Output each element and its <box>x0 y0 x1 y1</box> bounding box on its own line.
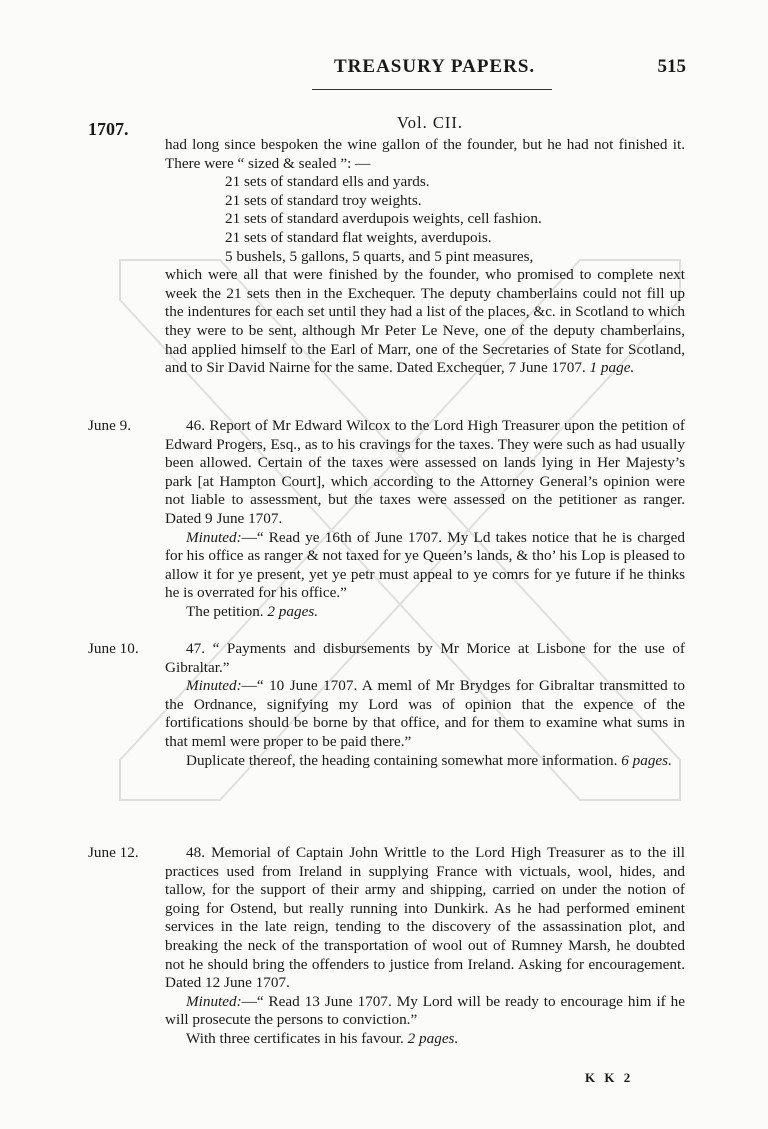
minute: Minuted:—“ 10 June 1707. A meml of Mr Brydges for Gibraltar transmitted to the Ordnance, signifying my Lord was of opinion that the expence of the fortifications should be borne by that office, and for them to examine what sums in that meml were proper to be paid there.” <box>165 677 685 750</box>
list-item: 21 sets of standard ells and yards. <box>225 173 430 191</box>
intro-block <box>165 136 685 378</box>
entry-note: Duplicate thereof, the heading containing somewhat more information. 6 pages. <box>186 751 672 769</box>
running-head: TREASURY PAPERS. <box>334 56 536 77</box>
header-rule <box>312 89 552 90</box>
page-number: 515 <box>657 56 686 77</box>
page-count: 2 pages. <box>407 1029 459 1047</box>
entry-date: June 9. <box>88 417 132 434</box>
intro-opening: had long since bespoken the wine gallon of the founder, but he had not finished it. There were “ sized & sealed ”: — <box>165 136 685 172</box>
entry-date: June 12. <box>88 844 139 861</box>
volume-heading: Vol. CII. <box>397 113 463 132</box>
entry-47 <box>165 640 685 770</box>
list-item: 21 sets of standard averdupois weights, cell fashion. <box>225 210 542 228</box>
weights-list <box>165 173 685 266</box>
list-item: 5 bushels, 5 gallons, 5 quarts, and 5 pint measures, <box>225 247 534 265</box>
list-item: 21 sets of standard troy weights. <box>225 191 422 209</box>
entry-text: 48. Memorial of Captain John Writtle to the Lord High Treasurer as to the ill practices used from Ireland in supplying France with victuals, wool, hides, and tallow, for the support of their army and shipping, carried on under the notion of going for Ostend, but really running into Dunkirk. As he had performed eminent services in the late reign, tending to the discovery of the assassination plot, and breaking the neck of the transportation of wool out of Rumney Marsh, he doubted not he should bring the offenders to justice from Ireland. Asking for encouragement. Dated 12 June 1707. <box>165 844 685 992</box>
entry-date: June 10. <box>88 640 139 657</box>
page-count: 2 pages. <box>267 602 319 620</box>
intro-body: which were all that were finished by the founder, who promised to complete next week the 21 sets then in the Exchequer. The deputy chamberlains could not fill up the indentures for each set until they had a list of the places, &c. in Scotland to which they were to be sent, although Mr Peter Le Neve, one of the deputy chamberlains, had applied himself to the Earl of Marr, one of the Secretaries of State for Scotland, and to Sir David Nairne for the same. Dated Exchequer, 7 June 1707. 1 page. <box>165 266 685 377</box>
list-item: 21 sets of standard flat weights, averdupois. <box>225 228 492 246</box>
entry-note: The petition. 2 pages. <box>186 602 319 620</box>
entry-text: 47. “ Payments and disbursements by Mr Morice at Lisbone for the use of Gibraltar.” <box>165 640 685 676</box>
margin-year: 1707. <box>88 119 129 139</box>
page-count: 1 page. <box>589 359 635 377</box>
entry-text: 46. Report of Mr Edward Wilcox to the Lord High Treasurer upon the petition of Edward Progers, Esq., as to his cravings for the taxes. They were such as had usually been allowed. Certain of the taxes were assessed on lands lying in Her Majesty’s park [at Hampton Court], which according to the Attorney General’s opinion were not liable to assessment, but the taxes were assessed on the petitioner as ranger. Dated 9 June 1707. <box>165 417 685 527</box>
page-count: 6 pages. <box>621 751 672 769</box>
minute: Minuted:—“ Read 13 June 1707. My Lord will be ready to encourage him if he will prosecute the persons to conviction.” <box>165 992 685 1029</box>
minute: Minuted:—“ Read ye 16th of June 1707. My Ld takes notice that he is charged for his office as ranger & not taxed for ye Queen’s lands, & tho’ his Lop is pleased to allow it for ye present, yet ye petr must appeal to ye comrs for ye future if he thinks he is overrated for his office.” <box>165 528 685 602</box>
entry-46 <box>165 417 685 622</box>
entry-48 <box>165 844 685 1049</box>
entry-note: With three certificates in his favour. 2 pages. <box>186 1029 459 1047</box>
signature-mark: K K 2 <box>585 1070 634 1085</box>
